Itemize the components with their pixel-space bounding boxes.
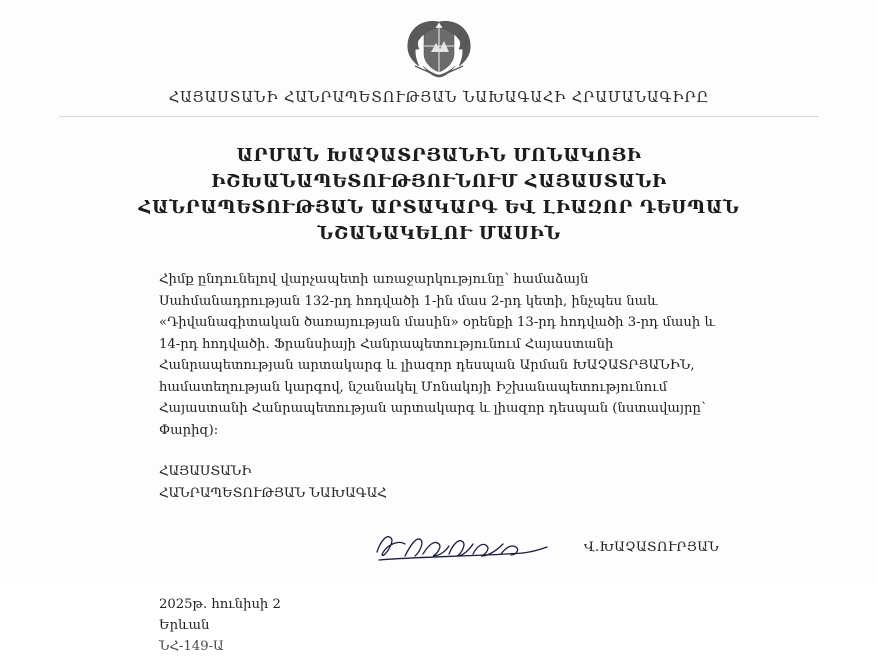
signer-title-line-2: ՀԱՆՐԱՊԵՏՈՒԹՅԱՆ ՆԱԽԱԳԱՀ (159, 485, 387, 501)
decree-city: Երևան (159, 618, 210, 633)
decree-body (159, 269, 719, 441)
decree-title-line-2: ԻՇԽԱՆԱՊԵՏՈՒԹՅՈՒՆՈՒՄ ՀԱՅԱՍՏԱՆԻ (211, 172, 667, 192)
decree-body-paragraph: Հիմք ընդունելով վարչապետի առաջարկությունը՝ համաձայն Սահմանադրության 132-րդ հոդվածի 1-ին մաս 2-րդ կետի, ինչպես նաև «Դիվանագիտական ծառայության մասին» օրենքի 13-րդ հոդվածի 3-րդ մասի և 14-րդ հոդվածի. Ֆրանսիայի Հանրապետությունում Հայաստանի Հանրապետության արտակարգ և լիազոր դեսպան Արման ԽԱՉԱՏՐՅԱՆԻՆ, համատեղության կարգով, նշանակել Մոնակոյի Իշխանապետությունում Հայաստանի Հանրապետության արտակարգ և լիազոր դեսպան (նստավայրը՝ Փարիզ): (159, 272, 715, 438)
armenia-coat-of-arms-icon (393, 14, 485, 80)
signer-title-line-1: ՀԱՅԱՍՏԱՆԻ (159, 464, 252, 479)
decree-title-line-1: ԱՐՄԱՆ ԽԱՉԱՏՐՅԱՆԻՆ ՄՈՆԱԿՈՅԻ (236, 146, 642, 166)
signature-row (159, 526, 719, 570)
document-header-title: ՀԱՅԱՍՏԱՆԻ ՀԱՆՐԱՊԵՏՈՒԹՅԱՆ ՆԱԽԱԳԱՀԻ ՀՐԱՄԱՆԱԳԻՐԸ (168, 90, 710, 106)
signer-name: Վ.ԽԱՉԱՏՈՒՐՅԱՆ (584, 540, 719, 555)
date-and-place-block (159, 594, 719, 654)
decree-title-line-3: ՀԱՆՐԱՊԵՏՈՒԹՅԱՆ ԱՐՏԱԿԱՐԳ ԵՎ ԼԻԱԶՈՐ ԴԵՍՊԱՆ (138, 198, 740, 218)
decree-number: ՆՀ-149-Ա (159, 639, 224, 654)
decree-title (129, 143, 749, 247)
decree-date: 2025թ. հունիսի 2 (159, 597, 281, 612)
emblem-container (0, 0, 878, 80)
header-divider (59, 116, 819, 117)
decree-title-line-4: ՆՇԱՆԱԿԵԼՈՒ ՄԱՍԻՆ (317, 224, 561, 244)
signer-title-block (159, 461, 719, 504)
handwritten-signature-icon (371, 526, 571, 568)
